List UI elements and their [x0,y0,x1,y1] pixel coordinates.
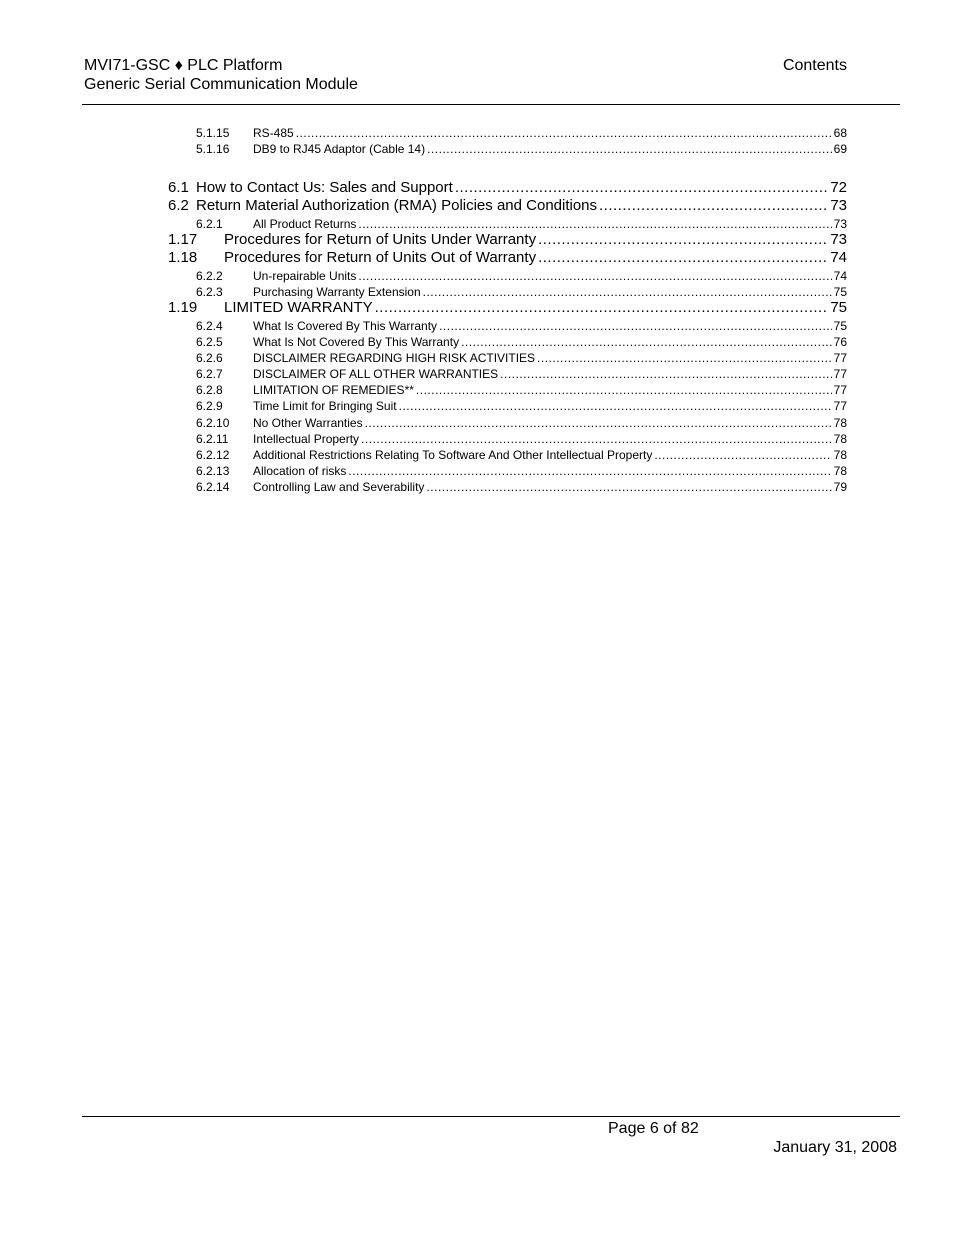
toc-entry-page: 74 [833,269,847,283]
toc-entry-title: Additional Restrictions Relating To Software And Other Intellectual Property [253,448,653,462]
toc-entry[interactable] [196,284,847,300]
toc-entry-page: 76 [833,335,847,349]
toc-entry-number: 6.1 [168,179,189,196]
toc-entry-title: All Product Returns [253,217,357,231]
toc-leader-dots [348,463,831,479]
toc-entry-page: 75 [830,299,847,316]
toc-entry-title: Purchasing Warranty Extension [253,285,421,299]
toc-entry-number: 6.2.10 [196,416,230,430]
toc-entry-number: 6.2 [168,197,189,214]
toc-entry-page: 73 [833,217,847,231]
toc-leader-dots [375,299,829,317]
toc-entry[interactable] [196,366,847,382]
toc-entry[interactable] [196,334,847,350]
page-number: Page 6 of 82 [608,1120,699,1137]
toc-entry[interactable] [196,125,847,141]
toc-entry[interactable] [168,231,847,249]
toc-entry-title: RS-485 [253,126,294,140]
toc-entry-title: LIMITATION OF REMEDIES** [253,383,414,397]
toc-entry[interactable] [196,350,847,366]
toc-entry-page: 77 [833,383,847,397]
toc-leader-dots [599,197,828,215]
footer-rule [82,1116,900,1117]
toc-entry[interactable] [196,398,847,414]
toc-entry-page: 75 [833,319,847,333]
header-rule [82,104,900,105]
toc-entry-page: 73 [830,197,847,214]
toc-entry-number: 1.18 [168,249,198,266]
toc-entry-page: 78 [833,448,847,462]
toc-leader-dots [358,268,831,284]
toc-entry-page: 72 [830,179,847,196]
toc-entry-title: DISCLAIMER REGARDING HIGH RISK ACTIVITIES [253,351,536,365]
toc-entry-number: 6.2.12 [196,448,230,462]
toc-entry-title: DISCLAIMER OF ALL OTHER WARRANTIES [253,367,499,381]
toc-entry-title: What Is Covered By This Warranty [253,319,438,333]
toc-entry[interactable] [168,179,847,197]
toc-entry-number: 6.2.7 [196,367,223,381]
toc-entry[interactable] [196,268,847,284]
toc-entry[interactable] [196,431,847,447]
toc-entry-number: 6.2.13 [196,464,230,478]
toc-entry-number: 6.2.6 [196,351,223,365]
toc-leader-dots [399,398,832,414]
toc-leader-dots [416,382,832,398]
toc-entry[interactable] [168,249,847,267]
toc-entry[interactable] [196,216,847,232]
toc-leader-dots [427,141,832,157]
toc-entry-page: 74 [830,249,847,266]
toc-entry-number: 6.2.9 [196,399,223,413]
toc-entry-title: LIMITED WARRANTY [224,299,373,316]
product-title: MVI71-GSC ♦ PLC Platform [84,57,283,74]
toc-leader-dots [538,231,828,249]
toc-entry-number: 6.2.2 [196,269,223,283]
toc-entry-page: 78 [833,464,847,478]
toc-entry[interactable] [196,141,847,157]
toc-entry-number: 1.19 [168,299,198,316]
toc-entry-page: 77 [833,351,847,365]
toc-entry-page: 68 [833,126,847,140]
toc-entry-title: What Is Not Covered By This Warranty [253,335,460,349]
toc-entry-number: 6.2.11 [196,432,229,446]
toc-entry[interactable] [168,299,847,317]
toc-entry-number: 6.2.8 [196,383,223,397]
toc-entry-page: 78 [833,416,847,430]
toc-entry-number: 5.1.15 [196,126,230,140]
toc-leader-dots [461,334,832,350]
toc-entry-page: 78 [833,432,847,446]
toc-entry-title: Procedures for Return of Units Out of Warranty [224,249,537,266]
toc-leader-dots [537,350,832,366]
toc-entry[interactable] [168,197,847,215]
toc-entry[interactable] [196,447,847,463]
toc-entry-number: 6.2.1 [196,217,223,231]
toc-leader-dots [358,216,831,232]
toc-leader-dots [423,284,832,300]
toc-entry-number: 6.2.14 [196,480,230,494]
toc-entry-number: 1.17 [168,231,198,248]
toc-entry-title: Procedures for Return of Units Under Warranty [224,231,537,248]
toc-entry[interactable] [196,463,847,479]
toc-entry[interactable] [196,318,847,334]
toc-entry-page: 75 [833,285,847,299]
toc-entry-title: Return Material Authorization (RMA) Policies and Conditions [196,197,598,214]
toc-leader-dots [654,447,831,463]
toc-entry-title: Intellectual Property [253,432,360,446]
toc-leader-dots [361,431,832,447]
toc-entry-number: 6.2.3 [196,285,223,299]
toc-entry-page: 69 [833,142,847,156]
toc-leader-dots [439,318,832,334]
toc-entry-title: How to Contact Us: Sales and Support [196,179,453,196]
toc-entry[interactable] [196,415,847,431]
toc-entry-page: 77 [833,367,847,381]
section-name: Contents [782,57,847,74]
toc-leader-dots [365,415,832,431]
toc-entry-page: 77 [833,399,847,413]
toc-leader-dots [500,366,831,382]
toc-entry-title: No Other Warranties [253,416,363,430]
toc-entry-number: 6.2.4 [196,319,223,333]
toc-entry-title: Controlling Law and Severability [253,480,425,494]
toc-entry-title: Allocation of risks [253,464,347,478]
toc-leader-dots [455,179,829,197]
document-date: January 31, 2008 [773,1139,897,1156]
toc-entry-title: Un-repairable Units [253,269,357,283]
toc-leader-dots [296,125,832,141]
toc-entry-title: DB9 to RJ45 Adaptor (Cable 14) [253,142,426,156]
toc-entry[interactable] [196,382,847,398]
toc-leader-dots [426,479,831,495]
toc-entry-page: 79 [833,480,847,494]
toc-entry-title: Time Limit for Bringing Suit [253,399,397,413]
product-subtitle: Generic Serial Communication Module [84,76,358,93]
toc-entry-page: 73 [830,231,847,248]
toc-entry-number: 5.1.16 [196,142,230,156]
toc-entry-number: 6.2.5 [196,335,223,349]
document-header-title [84,56,358,94]
toc-entry[interactable] [196,479,847,495]
toc-leader-dots [538,249,828,267]
